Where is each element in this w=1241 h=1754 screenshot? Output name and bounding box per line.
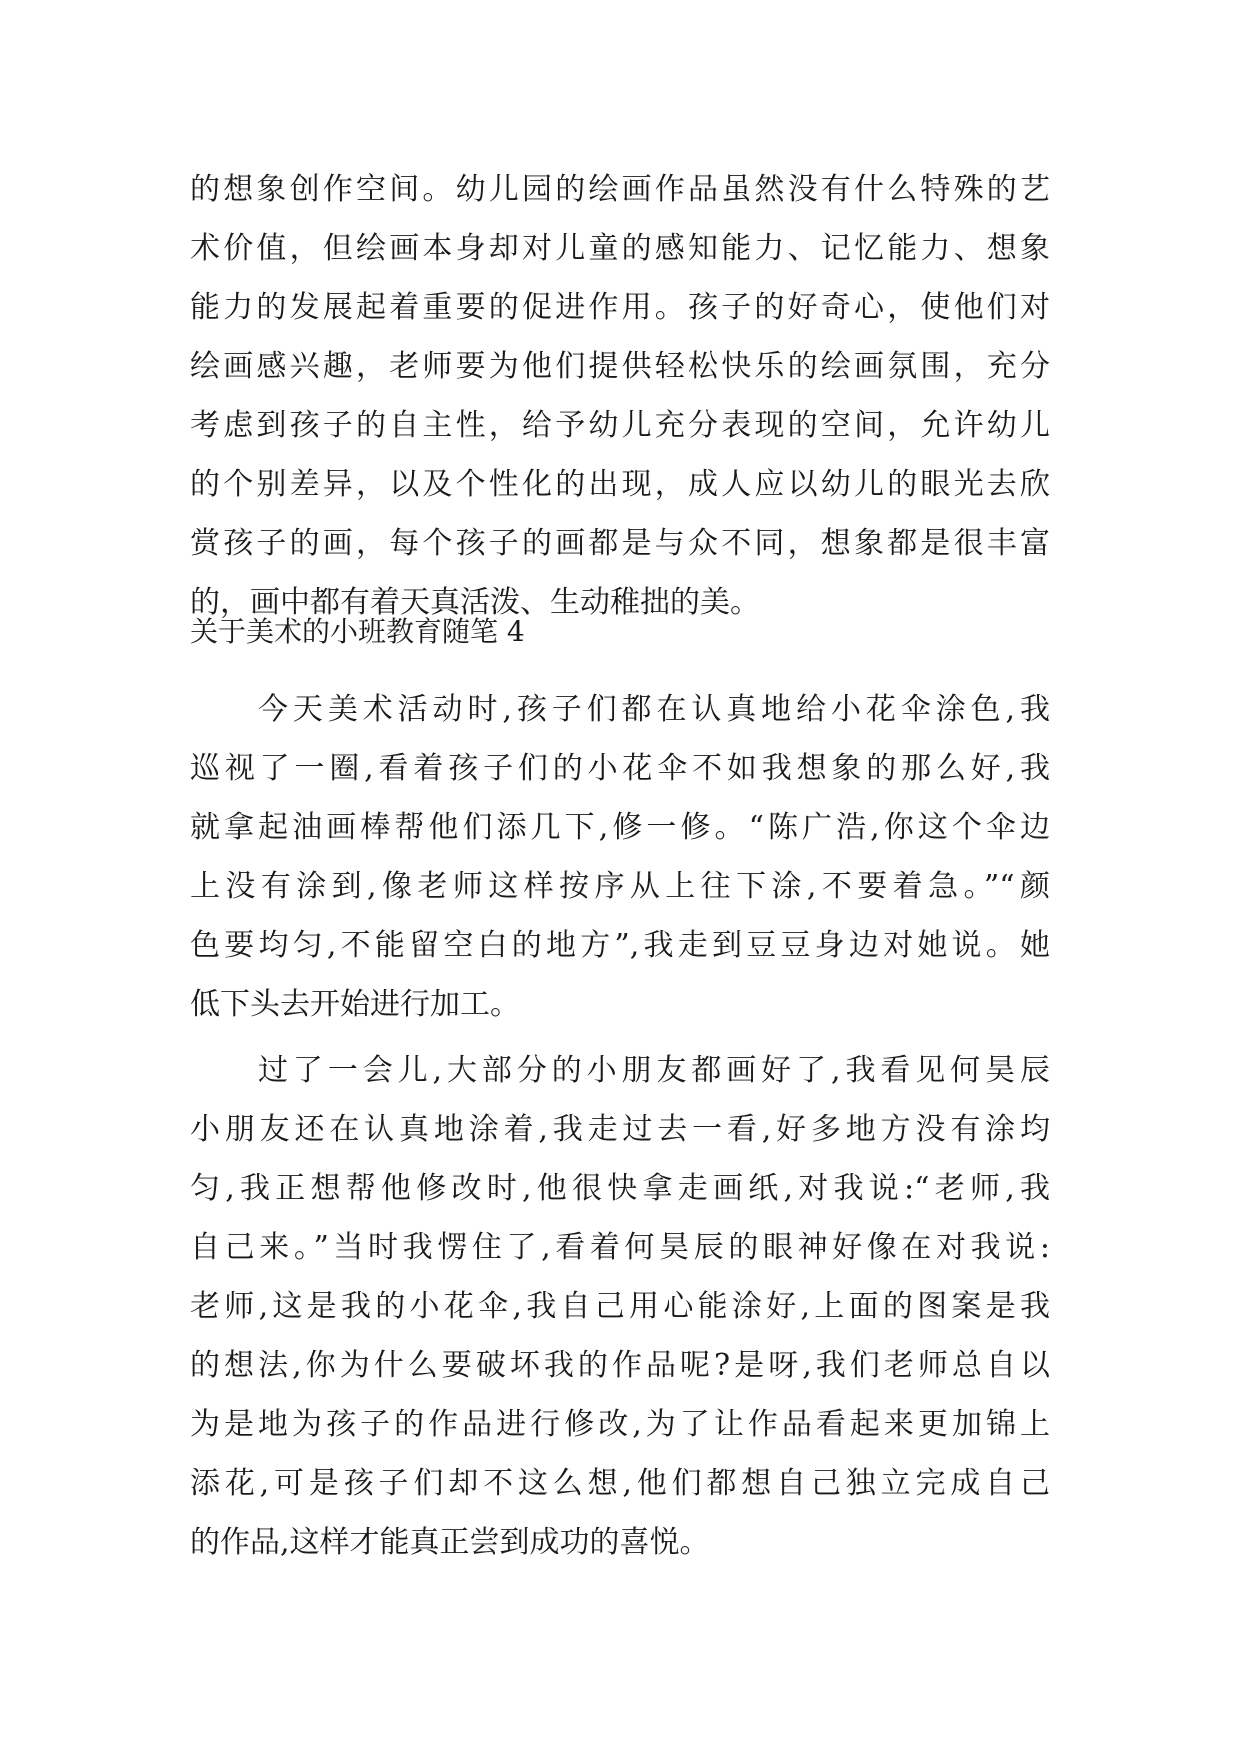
- text-line: 的想象创作空间。幼儿园的绘画作品虽然没有什么特殊的艺: [190, 172, 1050, 207]
- text-line: 自己来。”当时我愣住了,看着何昊辰的眼神好像在对我说:: [190, 1230, 1050, 1265]
- paragraph-3: [190, 1041, 1050, 1572]
- paragraph-1: [190, 160, 1050, 632]
- text-line: 老师,这是我的小花伞,我自己用心能涂好,上面的图案是我: [190, 1289, 1050, 1324]
- text-line: 色要均匀,不能留空白的地方”,我走到豆豆身边对她说。她: [190, 928, 1050, 963]
- paragraph-2: [190, 680, 1050, 1034]
- text-line: 添花,可是孩子们却不这么想,他们都想自己独立完成自己: [190, 1466, 1050, 1501]
- text-line: 低下头去开始进行加工。: [190, 987, 520, 1022]
- text-line: 能力的发展起着重要的促进作用。孩子的好奇心，使他们对: [190, 290, 1050, 325]
- text-line: 的作品,这样才能真正尝到成功的喜悦。: [190, 1525, 710, 1560]
- text-line: 为是地为孩子的作品进行修改,为了让作品看起来更加锦上: [190, 1407, 1050, 1442]
- text-line: 就拿起油画棒帮他们添几下,修一修。“陈广浩,你这个伞边: [190, 810, 1050, 845]
- text-line: 小朋友还在认真地涂着,我走过去一看,好多地方没有涂均: [190, 1112, 1050, 1147]
- text-line: 考虑到孩子的自主性，给予幼儿充分表现的空间，允许幼儿: [190, 408, 1050, 443]
- text-line: 匀,我正想帮他修改时,他很快拿走画纸,对我说:“老师,我: [190, 1171, 1050, 1206]
- text-line: 过了一会儿,大部分的小朋友都画好了,我看见何昊辰: [258, 1053, 1050, 1088]
- text-line: 今天美术活动时,孩子们都在认真地给小花伞涂色,我: [258, 692, 1050, 727]
- text-line: 上没有涂到,像老师这样按序从上往下涂,不要着急。”“颜: [190, 869, 1050, 904]
- text-line: 绘画感兴趣，老师要为他们提供轻松快乐的绘画氛围，充分: [190, 349, 1050, 384]
- text-line: 的想法,你为什么要破坏我的作品呢?是呀,我们老师总自以: [190, 1348, 1050, 1383]
- text-line: 的，画中都有着天真活泼、生动稚拙的美。: [190, 585, 760, 620]
- text-line: 赏孩子的画，每个孩子的画都是与众不同，想象都是很丰富: [190, 526, 1050, 561]
- section-heading: 关于美术的小班教育随笔 4: [190, 615, 525, 648]
- text-line: 术价值，但绘画本身却对儿童的感知能力、记忆能力、想象: [190, 231, 1050, 266]
- text-line: 巡视了一圈,看着孩子们的小花伞不如我想象的那么好,我: [190, 751, 1050, 786]
- text-line: 的个别差异，以及个性化的出现，成人应以幼儿的眼光去欣: [190, 467, 1050, 502]
